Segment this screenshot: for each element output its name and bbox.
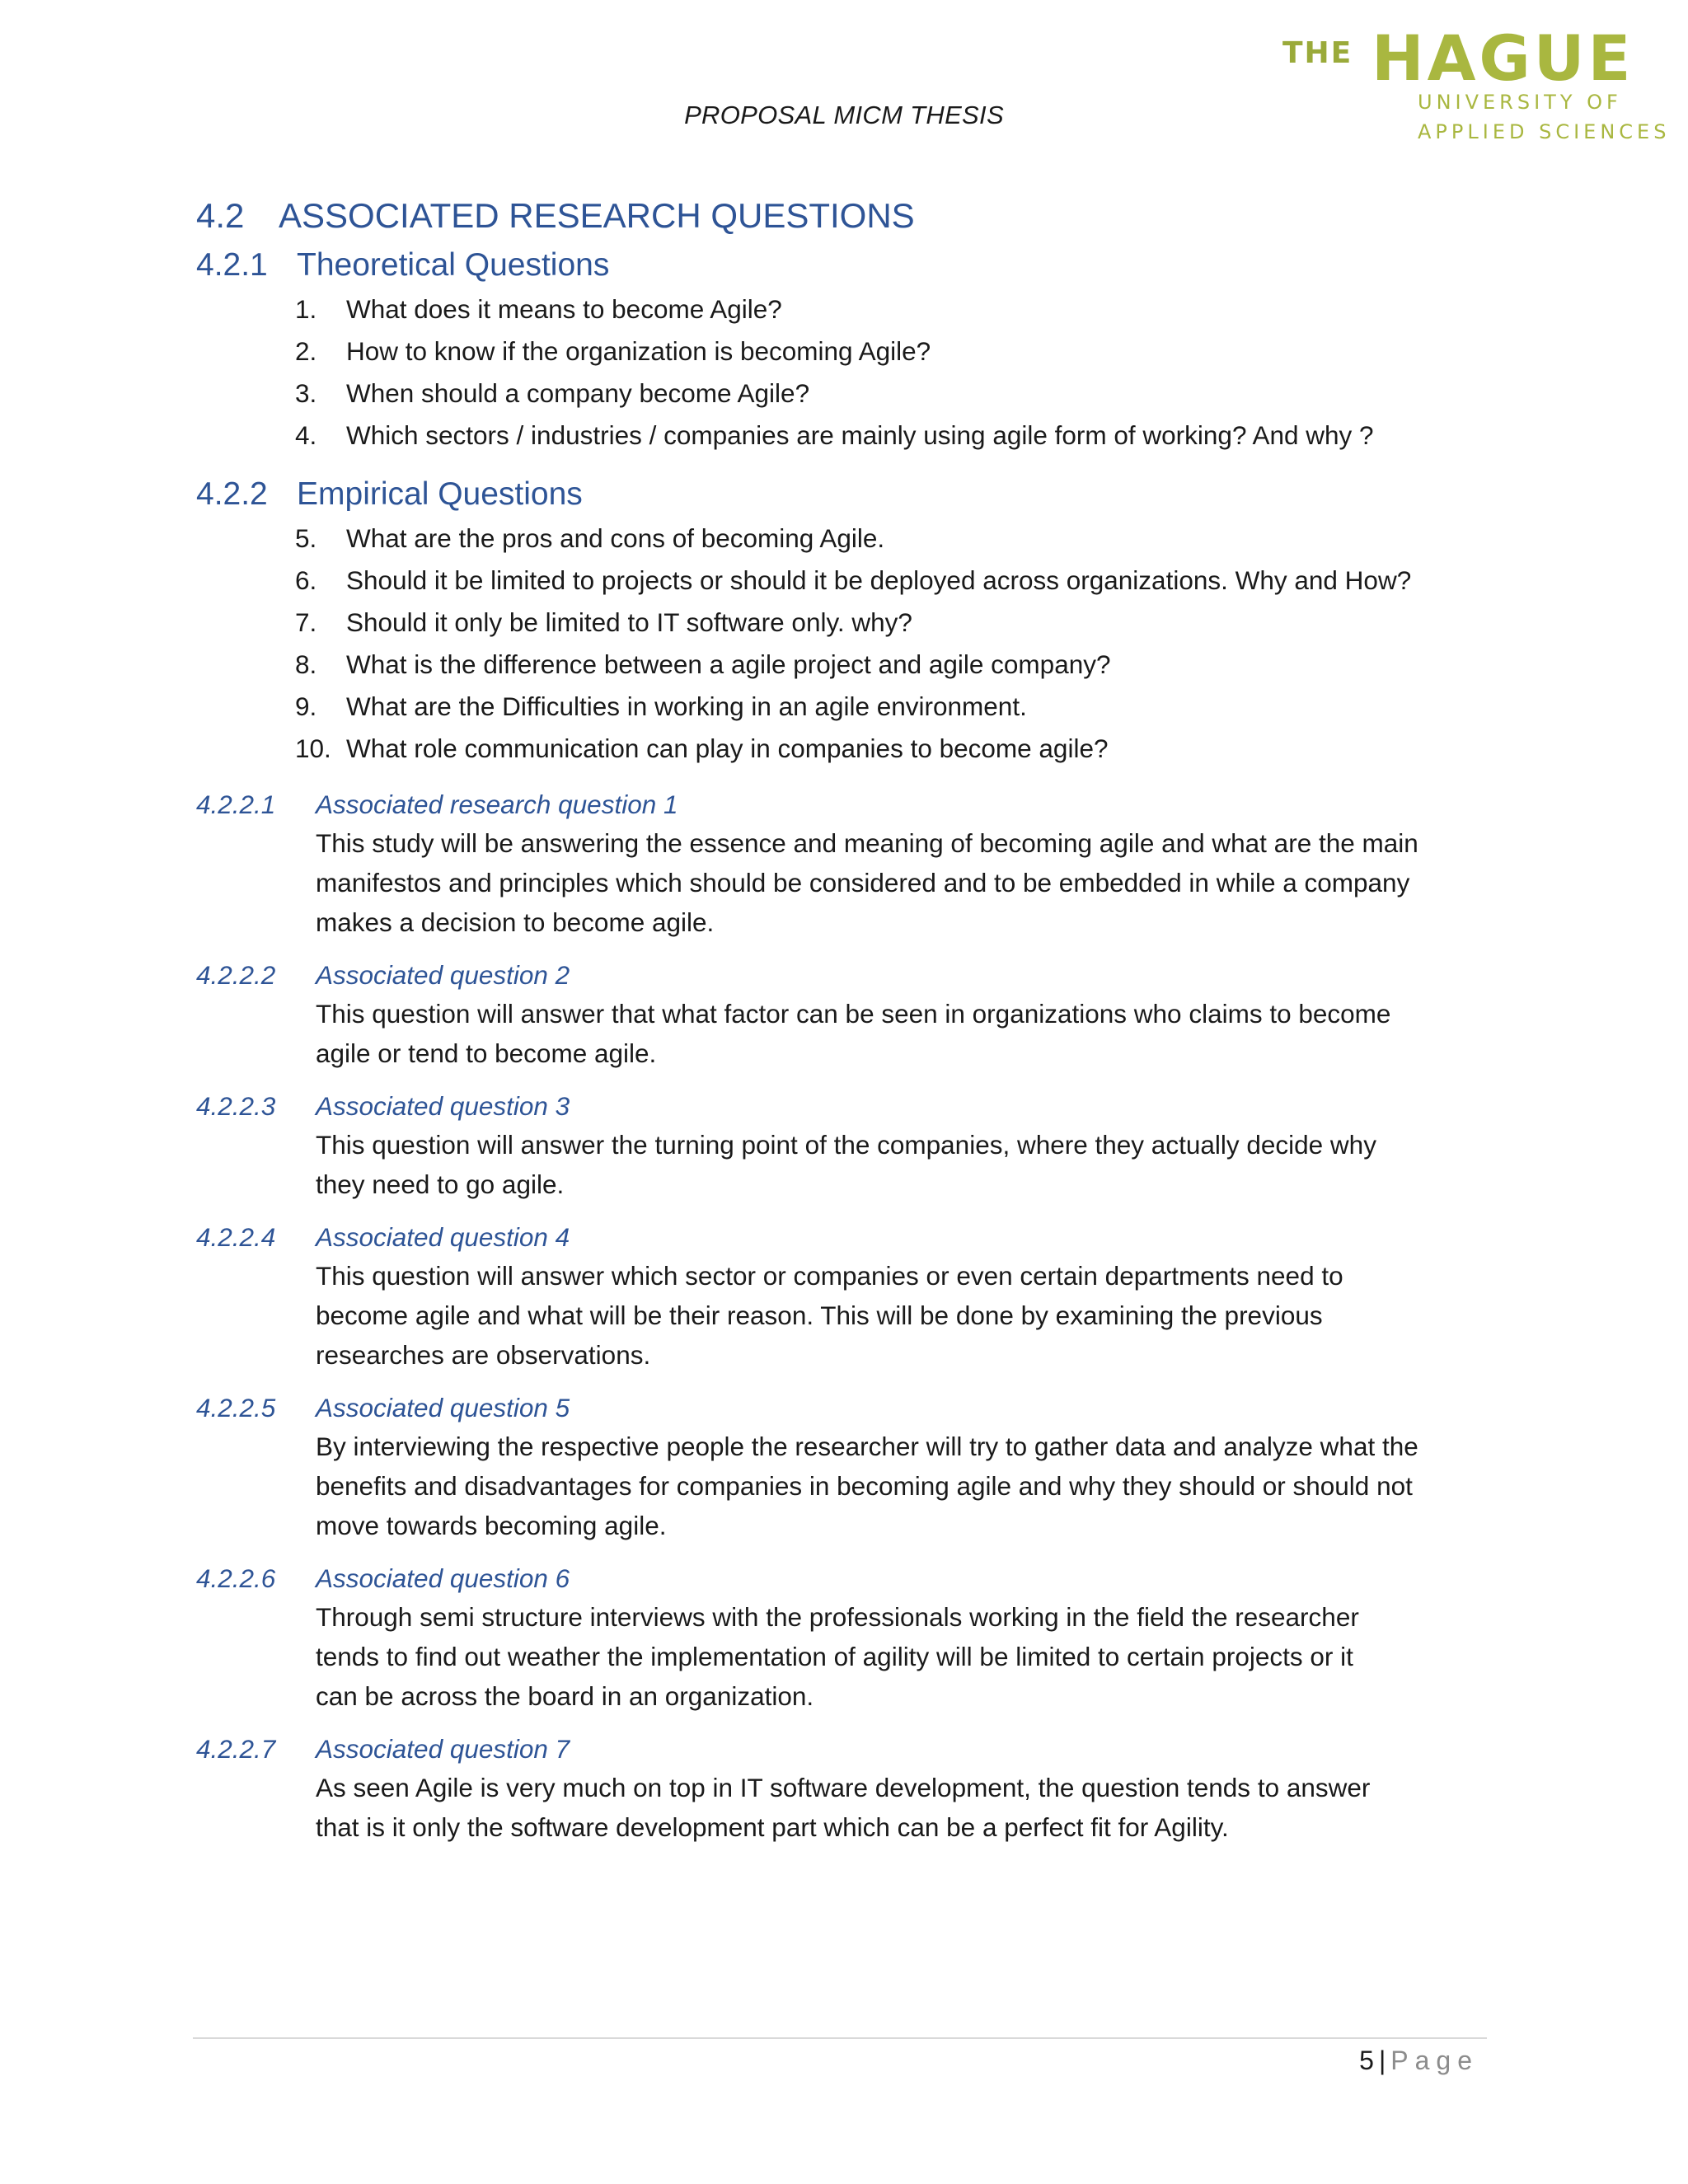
page-number: 5: [1359, 2046, 1374, 2075]
subsection: [196, 1091, 1482, 1204]
subsection-title: Associated question 7: [316, 1734, 570, 1764]
paragraph-line: This question will answer which sector or companies or even certain departments need to: [316, 1261, 1343, 1291]
list-item: [196, 518, 1482, 560]
section-number: 4.2: [196, 196, 245, 235]
list-item-number: 1.: [295, 294, 317, 324]
subsection-number: 4.2.2.5: [196, 1393, 276, 1422]
list-item-text: What is the difference between a agile project and agile company?: [346, 649, 1111, 679]
list-item-number: 2.: [295, 336, 317, 366]
subsection: [196, 790, 1482, 942]
page-word: Page: [1390, 2046, 1479, 2075]
subsection-title: Associated question 4: [316, 1222, 570, 1252]
paragraph-line: they need to go agile.: [316, 1169, 565, 1199]
paragraph-line: This question will answer the turning point of the companies, where they actually decide why: [316, 1130, 1376, 1160]
paragraph-line: move towards becoming agile.: [316, 1511, 667, 1540]
list-item: [196, 415, 1482, 457]
paragraph-line: By interviewing the respective people the researcher will try to gather data and analyze what the: [316, 1432, 1418, 1461]
section-heading: [196, 196, 1482, 236]
subsection-title: Associated question 3: [316, 1091, 570, 1121]
page-footer: [1359, 2046, 1479, 2076]
subsection-title: Associated question 5: [316, 1393, 570, 1422]
list-item-number: 8.: [295, 649, 317, 679]
list-item-number: 6.: [295, 565, 317, 595]
list-item-number: 4.: [295, 420, 317, 450]
list-item: [196, 330, 1482, 373]
list-item-number: 7.: [295, 607, 317, 637]
list-item-number: 3.: [295, 378, 317, 408]
empirical-title: Empirical Questions: [297, 476, 583, 512]
list-item-number: 5.: [295, 523, 317, 553]
list-item-text: Should it only be limited to IT software only. why?: [346, 607, 912, 637]
theoretical-heading: [196, 247, 1482, 284]
subsection-number: 4.2.2.1: [196, 790, 276, 819]
subsection-number: 4.2.2.4: [196, 1222, 276, 1252]
subsection-number: 4.2.2.6: [196, 1563, 276, 1593]
paragraph-line: Through semi structure interviews with the professionals working in the field the researcher: [316, 1602, 1359, 1632]
subsection: [196, 1222, 1482, 1375]
logo-applied-sciences: APPLIED SCIENCES: [1418, 120, 1671, 143]
logo-university-of: UNIVERSITY OF: [1418, 91, 1622, 114]
empirical-question-list: [196, 518, 1482, 770]
subsection-title: Associated question 6: [316, 1563, 570, 1593]
subsection-number: 4.2.2.2: [196, 960, 276, 990]
subsection: [196, 960, 1482, 1073]
paragraph-line: become agile and what will be their reason. This will be done by examining the previous: [316, 1301, 1323, 1330]
paragraph-line: This study will be answering the essence and meaning of becoming agile and what are the main: [316, 828, 1418, 858]
logo-the: THE: [1282, 36, 1353, 70]
page-content: [196, 196, 1482, 1847]
paragraph-line: tends to find out weather the implementation of agility will be limited to certain projects or it: [316, 1642, 1353, 1671]
list-item-text: What does it means to become Agile?: [346, 294, 782, 324]
empirical-heading: [196, 476, 1482, 513]
paragraph-line: researches are observations.: [316, 1340, 651, 1370]
paragraph-line: benefits and disadvantages for companies in becoming agile and why they should or should not: [316, 1471, 1413, 1501]
subsection-heading: [196, 1393, 1482, 1423]
list-item-text: Should it be limited to projects or should it be deployed across organizations. Why and How?: [346, 565, 1412, 595]
subsection-number: 4.2.2.7: [196, 1734, 276, 1764]
subsection-heading: [196, 1222, 1482, 1253]
subsection-paragraph: [316, 1597, 1482, 1716]
subsection-paragraph: [316, 1427, 1482, 1545]
list-item: [196, 373, 1482, 415]
subsection: [196, 1393, 1482, 1545]
subsection-heading: [196, 1563, 1482, 1594]
paragraph-line: manifestos and principles which should be considered and to be embedded in while a company: [316, 868, 1410, 898]
list-item: [196, 602, 1482, 644]
list-item-text: Which sectors / industries / companies are mainly using agile form of working? And why ?: [346, 420, 1374, 450]
subsection-paragraph: [316, 1125, 1482, 1204]
theoretical-title: Theoretical Questions: [297, 247, 610, 283]
page-separator: |: [1378, 2046, 1386, 2075]
paragraph-line: As seen Agile is very much on top in IT software development, the question tends to answer: [316, 1773, 1371, 1802]
subsection-paragraph: [316, 994, 1482, 1073]
section-title: ASSOCIATED RESEARCH QUESTIONS: [279, 196, 915, 235]
list-item-number: 9.: [295, 691, 317, 721]
running-header: PROPOSAL MICM THESIS: [684, 101, 1004, 129]
list-item-text: What are the Difficulties in working in an agile environment.: [346, 691, 1027, 721]
theoretical-question-list: [196, 288, 1482, 457]
subsection: [196, 1563, 1482, 1716]
subsection: [196, 1734, 1482, 1847]
list-item-text: What role communication can play in companies to become agile?: [346, 733, 1109, 763]
list-item: [196, 644, 1482, 686]
subsection-heading: [196, 1091, 1482, 1122]
footer-divider: [193, 2037, 1487, 2039]
list-item-text: What are the pros and cons of becoming Agile.: [346, 523, 885, 553]
subsection-number: 4.2.2.3: [196, 1091, 276, 1121]
list-item: [196, 560, 1482, 602]
list-item-text: How to know if the organization is becoming Agile?: [346, 336, 931, 366]
subsection-paragraph: [316, 823, 1482, 942]
subsection-heading: [196, 790, 1482, 820]
list-item-number: 10.: [295, 733, 331, 763]
paragraph-line: This question will answer that what factor can be seen in organizations who claims to become: [316, 999, 1391, 1029]
subsection-heading: [196, 960, 1482, 991]
subsection-title: Associated research question 1: [316, 790, 678, 819]
theoretical-number: 4.2.1: [196, 247, 268, 283]
subsection-paragraph: [316, 1256, 1482, 1375]
list-item-text: When should a company become Agile?: [346, 378, 810, 408]
paragraph-line: that is it only the software development part which can be a perfect fit for Agility.: [316, 1812, 1229, 1842]
logo-hague: HAGUE: [1372, 21, 1634, 95]
paragraph-line: makes a decision to become agile.: [316, 907, 715, 937]
subsection-paragraph: [316, 1768, 1482, 1847]
list-item: [196, 728, 1482, 770]
list-item: [196, 288, 1482, 330]
subsection-title: Associated question 2: [316, 960, 570, 990]
university-logo: [1282, 21, 1671, 143]
empirical-number: 4.2.2: [196, 476, 268, 512]
paragraph-line: agile or tend to become agile.: [316, 1038, 657, 1068]
paragraph-line: can be across the board in an organization.: [316, 1681, 814, 1711]
subsection-heading: [196, 1734, 1482, 1765]
list-item: [196, 686, 1482, 728]
